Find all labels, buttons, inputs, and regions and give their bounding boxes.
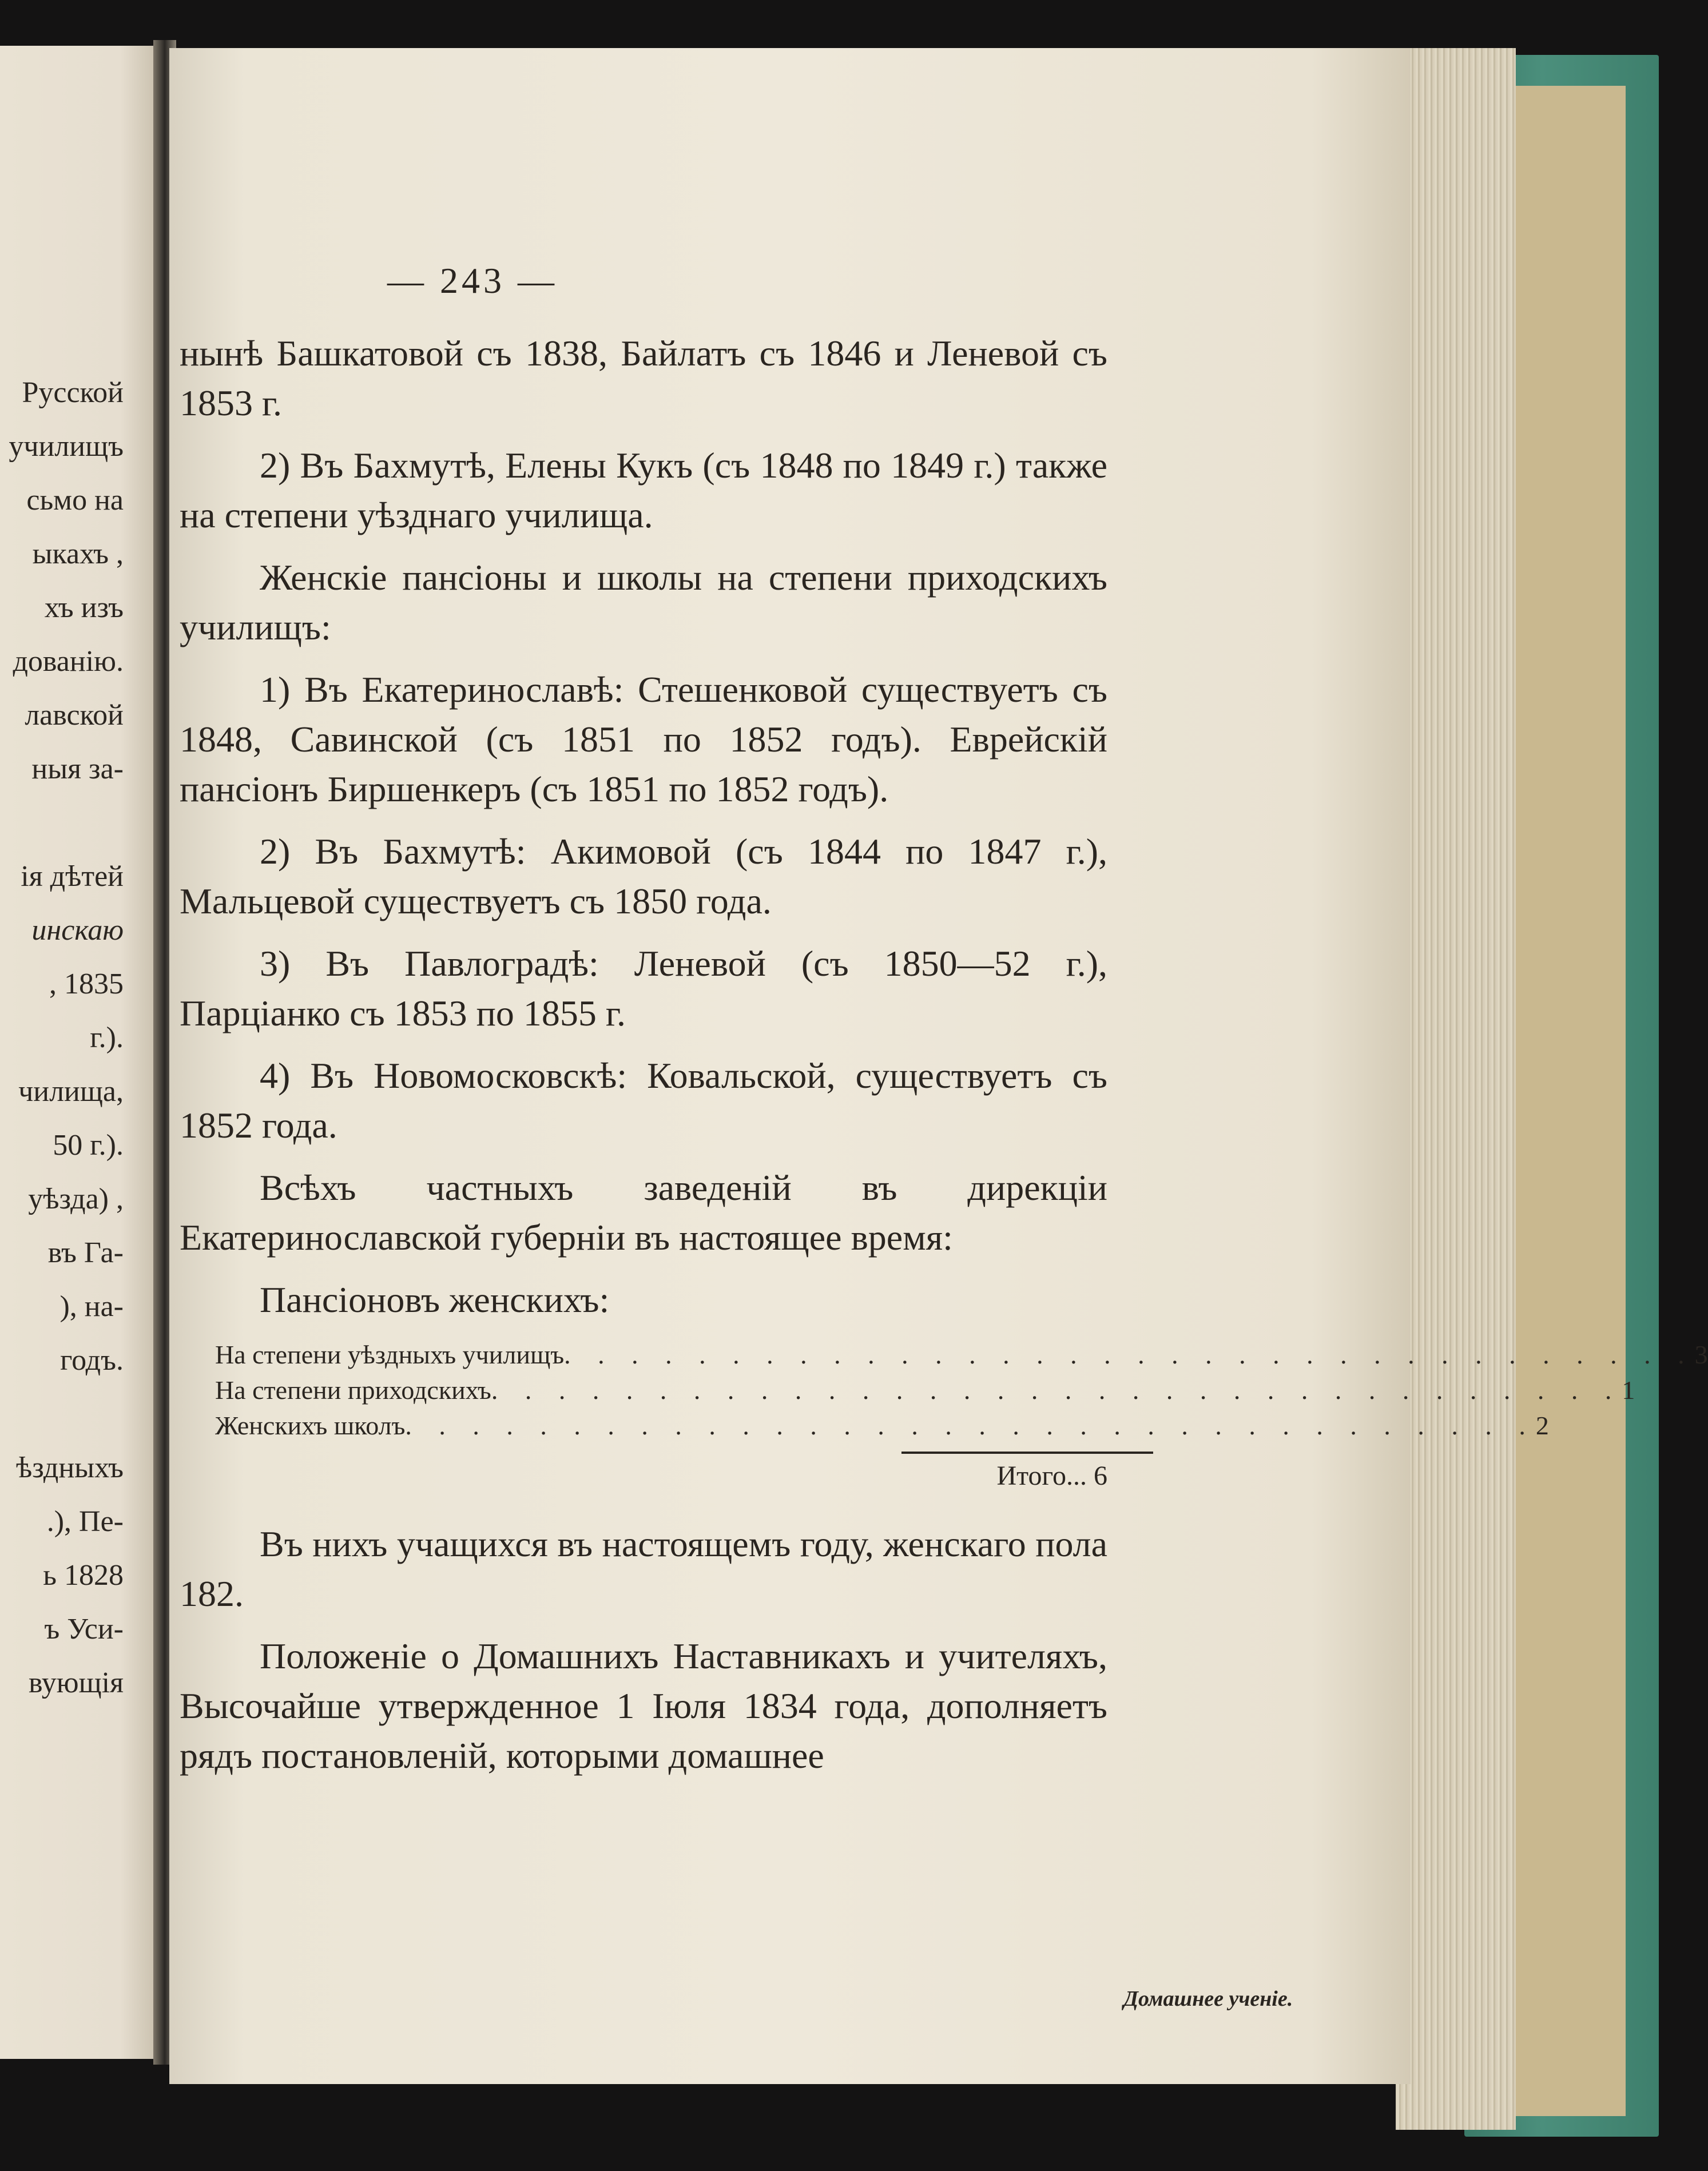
paragraph: Всѣхъ частныхъ заведеній въ дирекціи Екатеринославской губерніи въ настоящее время: xyxy=(180,1167,1107,1258)
page-number: — 243 — xyxy=(387,260,558,301)
page-243 xyxy=(169,48,1708,2084)
paragraph: Женскіе пансіоны и школы на степени приходскихъ училищъ: xyxy=(180,557,1107,647)
row-label: На степени приходскихъ xyxy=(215,1375,491,1405)
leader-dots: . . . . . . . . . . . . . . . . . . . . . . . . . . . . . . . . . . xyxy=(405,1411,1536,1440)
cover-pastedown xyxy=(1506,86,1626,2116)
table-row xyxy=(215,1373,1635,1408)
leader-dots: . . . . . . . . . . . . . . . . . . . . . . . . . . . . . . . . . . xyxy=(564,1340,1695,1369)
leader-dots: . . . . . . . . . . . . . . . . . . . . . . . . . . . . . . . . . . xyxy=(491,1375,1622,1405)
row-value: 1 xyxy=(1622,1375,1635,1405)
left-page-text: Русской училищъ сьмо на ыкахъ , хъ изъ дованію. лавской ныя за- ія дѣтей инскаю , 1835 г.). чилища, 50 г.). уѣзда) , въ Га- ), на- годъ. ѣздныхъ .), Пе- ь 1828 ъ Уси- вующія xyxy=(9,376,124,1699)
row-value: 3 xyxy=(1694,1340,1708,1369)
paragraph: 3) Въ Павлоградѣ: Леневой (съ 1850—52 г.), Парціанко съ 1853 по 1855 г. xyxy=(180,943,1107,1033)
margin-note: Домашнее ученіе. xyxy=(1123,1987,1293,2011)
table-total: Итого... 6 xyxy=(996,1461,1107,1491)
paragraph: Въ нихъ учащихся въ настоящемъ году, женскаго пола 182. xyxy=(180,1524,1107,1614)
total-rule xyxy=(901,1452,1153,1454)
table-row xyxy=(215,1408,1549,1444)
row-value: 2 xyxy=(1535,1411,1549,1440)
summary-table xyxy=(215,1337,1708,1494)
paragraph: 2) Въ Бахмутѣ: Акимовой (съ 1844 по 1847 г.), Мальцевой существуетъ съ 1850 года. xyxy=(180,831,1107,921)
page-body xyxy=(180,328,1708,1793)
paragraph: Пансіоновъ женскихъ: xyxy=(260,1279,610,1320)
paragraph: 2) Въ Бахмутѣ, Елены Кукъ (съ 1848 по 1849 г.) также на степени уѣзднаго училища. xyxy=(180,445,1107,535)
table-row xyxy=(215,1337,1708,1373)
page-edges xyxy=(1396,48,1516,2130)
row-label: Женскихъ школъ xyxy=(215,1411,406,1440)
paragraph: нынѣ Башкатовой съ 1838, Байлатъ съ 1846 и Леневой съ 1853 г. xyxy=(180,333,1107,423)
paragraph: 1) Въ Екатеринославѣ: Стешенковой существуетъ съ 1848, Савинской (съ 1851 по 1852 годъ). Еврейскій пансіонъ Биршенкеръ (съ 1851 по 1852 годъ). xyxy=(180,669,1107,809)
paragraph: 4) Въ Новомосковскѣ: Ковальской, существуетъ съ 1852 года. xyxy=(180,1055,1107,1146)
left-facing-page xyxy=(0,46,172,2059)
paragraph: Положеніе о Домашнихъ Наставникахъ и учителяхъ, Высочайше утвержденное 1 Іюля 1834 года, дополняетъ рядъ постановленій, которыми домашнее xyxy=(180,1636,1107,1776)
row-label: На степени уѣздныхъ училищъ xyxy=(215,1340,565,1369)
